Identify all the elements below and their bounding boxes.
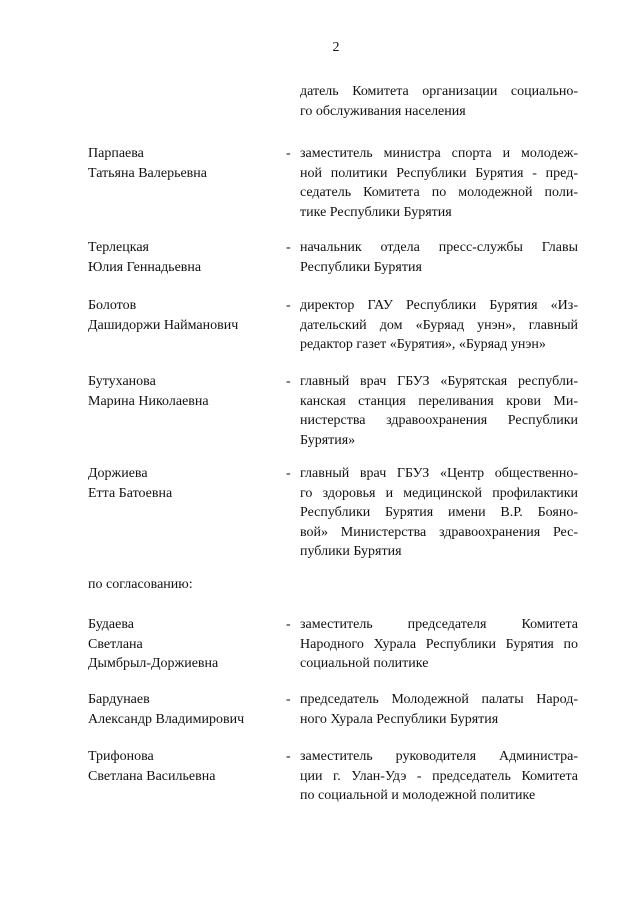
description-line: дательский дом «Буряад унэн», главный: [300, 317, 578, 333]
separator-dash: -: [286, 298, 291, 313]
separator-dash: -: [286, 749, 291, 764]
member-name: [88, 238, 201, 277]
member-description: [300, 296, 578, 355]
surname: Бутуханова: [88, 374, 156, 389]
description-line: директор ГАУ Республики Бурятия «Из-: [300, 298, 578, 313]
description-line: канская станция переливания крови Ми-: [300, 393, 578, 409]
description-line: датель Комитета организации социально-: [300, 84, 578, 99]
description-line: ной политики Республики Бурятия - пред-: [300, 165, 578, 181]
member-name: [88, 690, 244, 729]
member-name: [88, 615, 218, 674]
description-line: го здоровья и медицинской профилактики: [300, 485, 578, 501]
description-line: ции г. Улан-Удэ - председатель Комитета: [300, 768, 578, 784]
description-line: заместитель руководителя Администра-: [300, 749, 578, 764]
given-name: Светлана Васильевна: [88, 768, 216, 784]
member-description: [300, 747, 578, 806]
section-label: по согласованию:: [88, 577, 193, 592]
separator-dash: -: [286, 692, 291, 707]
member-name: [88, 144, 207, 183]
member-description: [300, 372, 578, 450]
description-line: Республики Бурятия имени В.Р. Бояно-: [300, 505, 578, 520]
description-line: начальник отдела пресс-службы Главы: [300, 240, 578, 255]
description-line: Республики Бурятия: [300, 259, 422, 275]
member-description: [300, 690, 578, 729]
patronymic: Дымбрыл-Доржиевна: [88, 656, 219, 671]
description-line: седатель Комитета по молодежной поли-: [300, 185, 578, 200]
given-name: Светлана: [88, 636, 143, 652]
given-name: Етта Батоевна: [88, 485, 173, 501]
description-line: нистерства здравоохранения Республики: [300, 413, 578, 428]
description-line: Бурятия»: [300, 432, 356, 448]
surname: Будаева: [88, 617, 134, 632]
description-line: публики Бурятия: [300, 544, 402, 559]
continuation-description: [300, 82, 578, 121]
description-line: председатель Молодежной палаты Народ-: [300, 692, 578, 707]
description-line: тике Республики Бурятия: [300, 204, 452, 220]
member-description: [300, 615, 578, 674]
description-line: заместитель министра спорта и молодеж-: [300, 146, 578, 161]
description-line: социальной политике: [300, 656, 429, 671]
separator-dash: -: [286, 617, 291, 632]
separator-dash: -: [286, 146, 291, 161]
description-line: ного Хурала Республики Бурятия: [300, 711, 499, 727]
description-line: главный врач ГБУЗ «Бурятская республи-: [300, 374, 578, 389]
surname: Терлецкая: [88, 240, 149, 255]
surname: Болотов: [88, 298, 137, 313]
member-description: [300, 464, 578, 562]
page-number: 2: [332, 40, 340, 55]
given-name: Александр Владимирович: [88, 711, 245, 727]
surname: Бардунаев: [88, 692, 150, 707]
given-name: Дашидоржи Найманович: [88, 317, 239, 333]
description-line: по социальной и молодежной политике: [300, 788, 536, 803]
given-name: Юлия Геннадьевна: [88, 259, 202, 275]
given-name: Татьяна Валерьевна: [88, 165, 207, 181]
member-description: [300, 144, 578, 222]
given-name: Марина Николаевна: [88, 393, 209, 409]
description-line: го обслуживания населения: [300, 103, 466, 119]
description-line: заместитель председателя Комитета: [300, 617, 578, 632]
member-description: [300, 238, 578, 277]
description-line: редактор газет «Бурятия», «Буряад унэн»: [300, 337, 546, 352]
separator-dash: -: [286, 374, 291, 389]
separator-dash: -: [286, 466, 291, 481]
surname: Доржиева: [88, 466, 148, 481]
member-name: [88, 296, 238, 335]
description-line: главный врач ГБУЗ «Центр общественно-: [300, 466, 578, 481]
member-name: [88, 464, 172, 503]
surname: Парпаева: [88, 146, 144, 161]
member-name: [88, 372, 209, 411]
member-name: [88, 747, 215, 786]
surname: Трифонова: [88, 749, 154, 764]
separator-dash: -: [286, 240, 291, 255]
description-line: вой» Министерства здравоохранения Рес-: [300, 524, 578, 540]
description-line: Народного Хурала Республики Бурятия по: [300, 636, 578, 652]
